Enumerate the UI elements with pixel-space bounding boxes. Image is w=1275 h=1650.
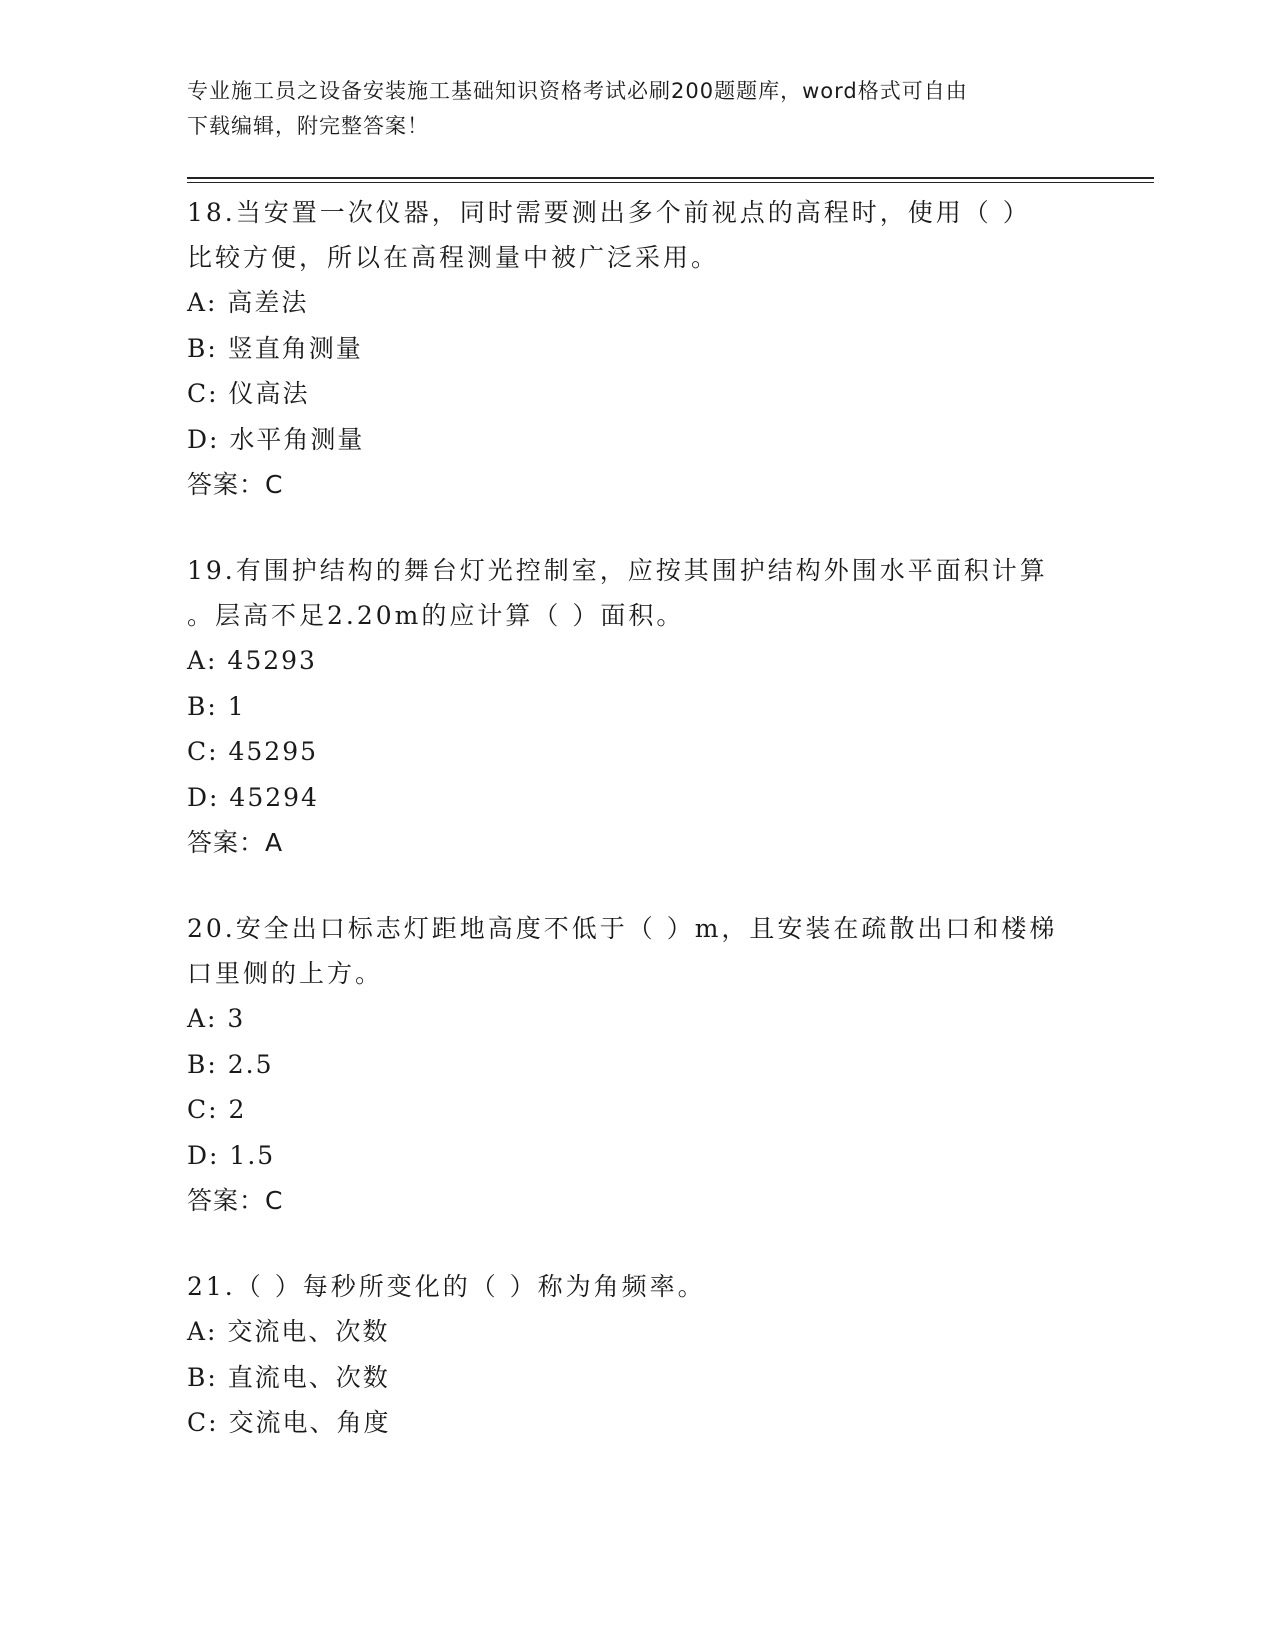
option-c: C: 交流电、角度 [187,1408,391,1437]
header-divider-thin [187,182,1154,183]
answer: 答案：A [187,828,284,857]
option-b: B: 直流电、次数 [187,1362,390,1392]
answer: 答案：C [187,470,284,499]
option-d: D: 水平角测量 [187,424,365,454]
option-c: C: 仪高法 [187,379,310,408]
question-19 [187,548,1087,866]
question-text-line: 。层高不足2.20m的应计算（ ）面积。 [187,601,685,630]
option-a: A: 45293 [187,646,317,675]
option-b: B: 竖直角测量 [187,333,363,363]
option-b: B: 2.5 [187,1049,274,1079]
option-d: D: 45294 [187,782,319,812]
answer: 答案：C [187,1186,284,1215]
option-b: B: 1 [187,691,246,721]
option-a: A: 高差法 [187,288,309,317]
question-text-line: 20.安全出口标志灯距地高度不低于（ ）m，且安装在疏散出口和楼梯 [187,914,1058,943]
question-text-line: 21.（ ）每秒所变化的（ ）称为角频率。 [187,1272,706,1301]
option-a: A: 3 [187,1004,246,1033]
question-21 [187,1264,1087,1446]
document-header [187,74,1087,144]
option-c: C: 2 [187,1095,247,1124]
option-d: D: 1.5 [187,1140,276,1170]
question-text-line: 19.有围护结构的舞台灯光控制室，应按其围护结构外围水平面积计算 [187,556,1048,585]
question-text-line: 18.当安置一次仪器，同时需要测出多个前视点的高程时，使用（ ） [187,198,1031,227]
question-18 [187,190,1087,508]
header-line-2: 下载编辑，附完整答案！ [187,114,429,138]
header-line-1: 专业施工员之设备安装施工基础知识资格考试必刷200题题库，word格式可自由 [187,79,968,103]
header-divider-thick [187,177,1154,179]
question-20 [187,906,1087,1224]
question-text-line: 比较方便，所以在高程测量中被广泛采用。 [187,243,720,272]
question-text-line: 口里侧的上方。 [187,959,384,988]
option-c: C: 45295 [187,737,319,766]
question-list [187,190,1087,1486]
option-a: A: 交流电、次数 [187,1317,390,1346]
